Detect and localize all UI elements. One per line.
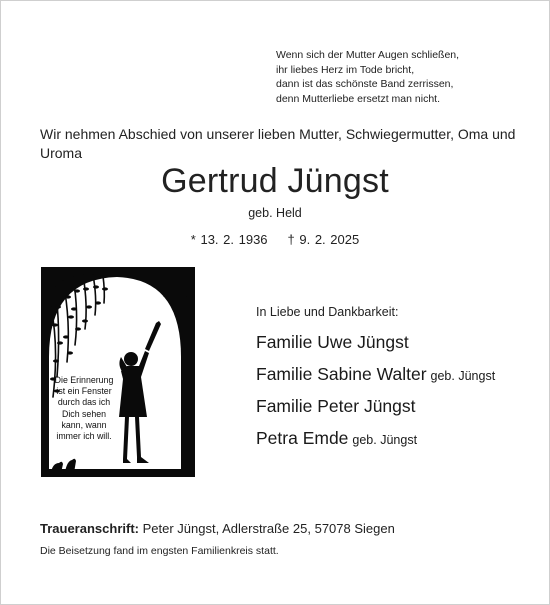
maiden-name: geb. Held bbox=[248, 206, 302, 220]
address-text: Peter Jüngst, Adlerstraße 25, 57078 Siegen bbox=[142, 521, 395, 536]
birth-date: * 13. 2. 1936 bbox=[190, 232, 268, 247]
mourning-address bbox=[40, 521, 395, 536]
mourners-intro: In Liebe und Dankbarkeit: bbox=[256, 305, 399, 319]
burial-note: Die Beisetzung fand im engsten Familienkreis statt. bbox=[40, 545, 279, 557]
poem bbox=[276, 48, 536, 106]
mourner-family: Petra Emde geb. Jüngst bbox=[256, 428, 418, 448]
mourner-family: Familie Uwe Jüngst bbox=[256, 332, 409, 352]
poem-line: ihr liebes Herz im Tode bricht, bbox=[276, 63, 415, 76]
life-dates bbox=[0, 232, 550, 247]
death-date: † 9. 2. 2025 bbox=[287, 232, 360, 247]
mourner-family: Familie Sabine Walter geb. Jüngst bbox=[256, 364, 496, 384]
deceased-name: Gertrud Jüngst bbox=[161, 162, 389, 200]
memorial-quote: Die Erinnerung ist ein Fenster durch das ich Dich sehen kann, wann immer ich will. bbox=[54, 375, 114, 442]
window-silhouette-image bbox=[41, 267, 195, 477]
address-label: Traueranschrift: bbox=[40, 521, 139, 536]
poem-line: dann ist das schönste Band zerrissen, bbox=[276, 78, 454, 90]
intro-text: Wir nehmen Abschied von unserer lieben Mutter, Schwiegermutter, Oma und Uroma bbox=[40, 126, 516, 161]
poem-line: denn Mutterliebe ersetzt man nicht. bbox=[276, 92, 441, 105]
maiden-note: geb. Jüngst bbox=[352, 433, 418, 447]
mourner-family: Familie Peter Jüngst bbox=[256, 396, 416, 416]
memorial-illustration bbox=[41, 267, 195, 477]
poem-line: Wenn sich der Mutter Augen schließen, bbox=[276, 49, 460, 61]
maiden-note: geb. Jüngst bbox=[430, 369, 496, 383]
